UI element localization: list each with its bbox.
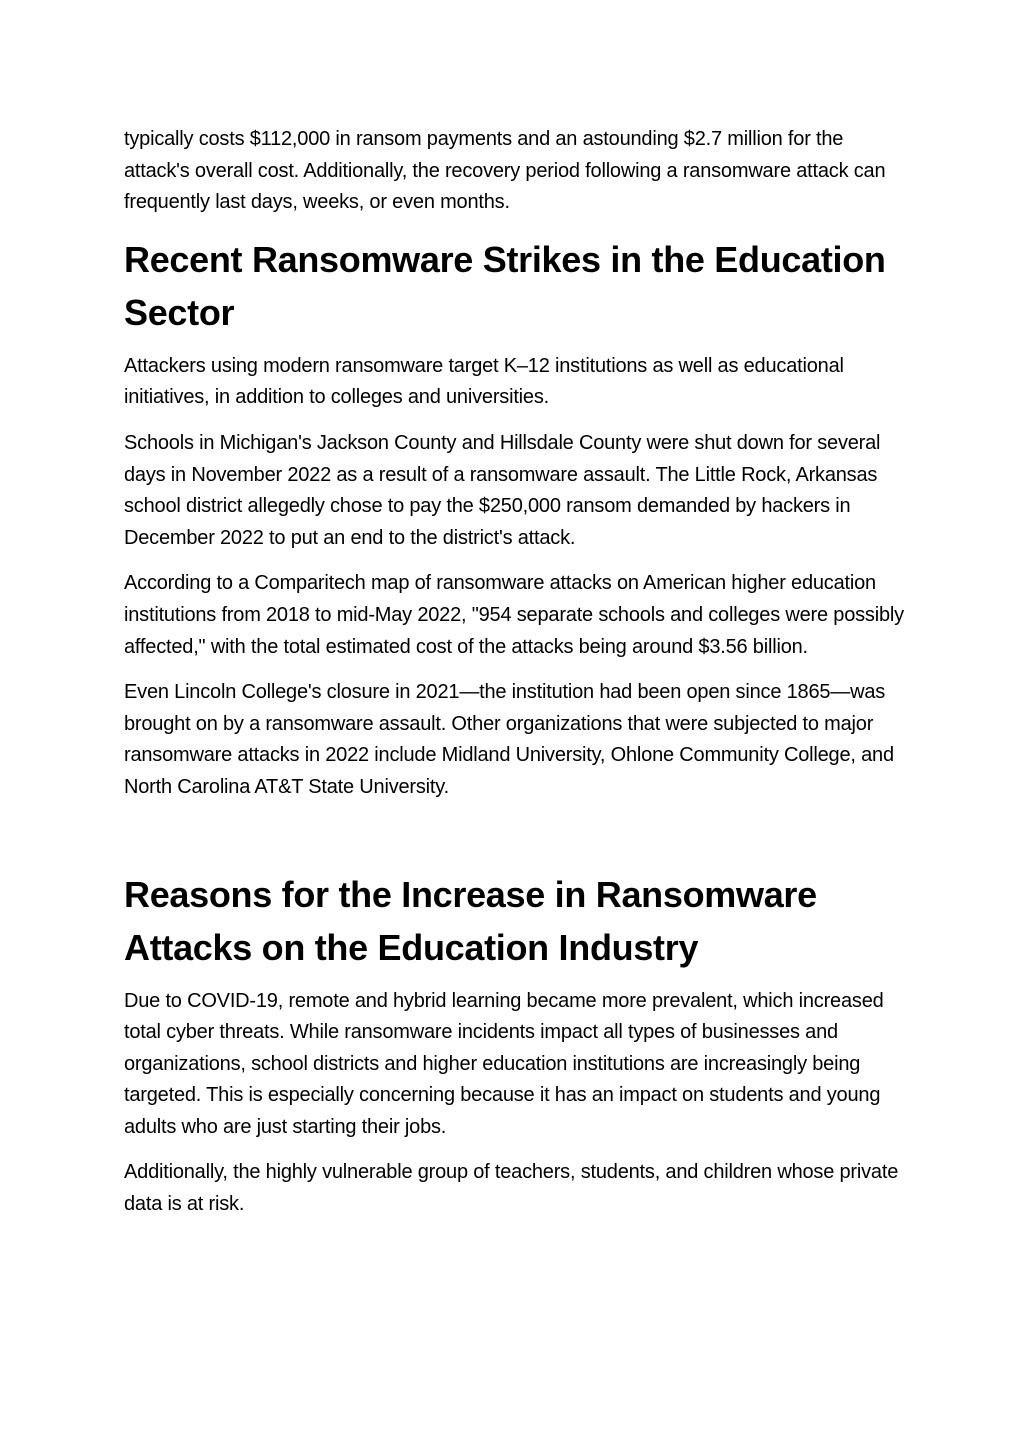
body-paragraph: Additionally, the highly vulnerable group of teachers, students, and children whose private data is at risk. xyxy=(124,1161,899,1216)
body-paragraph: Even Lincoln College's closure in 2021—the institution had been open since 1865—was brought on by a ransomware assault. Other organizations that were subjected to major ransomware attacks in 2022 include Midland University, Ohlone Community College, and North Carolina AT&T State University. xyxy=(124,681,894,798)
body-paragraph: According to a Comparitech map of ransomware attacks on American higher education institutions from 2018 to mid-May 2022, "954 separate schools and colleges were possibly affected," with the total estimated cost of the attacks being around $3.56 billion. xyxy=(124,572,904,658)
body-paragraph: Schools in Michigan's Jackson County and Hillsdale County were shut down for several days in November 2022 as a result of a ransomware assault. The Little Rock, Arkansas school district allegedly chose to pay the $250,000 ransom demanded by hackers in December 2022 to put an end to the district's attack. xyxy=(124,431,881,549)
intro-paragraph: typically costs $112,000 in ransom payments and an astounding $2.7 million for the attack's overall cost. Additionally, the recovery period following a ransomware attack can frequently last days, weeks, or even months. xyxy=(124,128,886,214)
body-paragraph: Due to COVID-19, remote and hybrid learning became more prevalent, which increased total cyber threats. While ransomware incidents impact all types of businesses and organizations, school districts and higher education institutions are increasingly being targeted. This is especially concerning because it has an impact on students and young adults who are just starting their jobs. xyxy=(124,989,884,1138)
section-heading-recent-strikes: Recent Ransomware Strikes in the Education Sector xyxy=(124,238,886,333)
document-page xyxy=(124,124,904,1221)
section-heading-increase-reasons: Reasons for the Increase in Ransomware Attacks on the Education Industry xyxy=(124,873,817,968)
body-paragraph: Attackers using modern ransomware target K–12 institutions as well as educational initiatives, in addition to colleges and universities. xyxy=(124,354,844,409)
